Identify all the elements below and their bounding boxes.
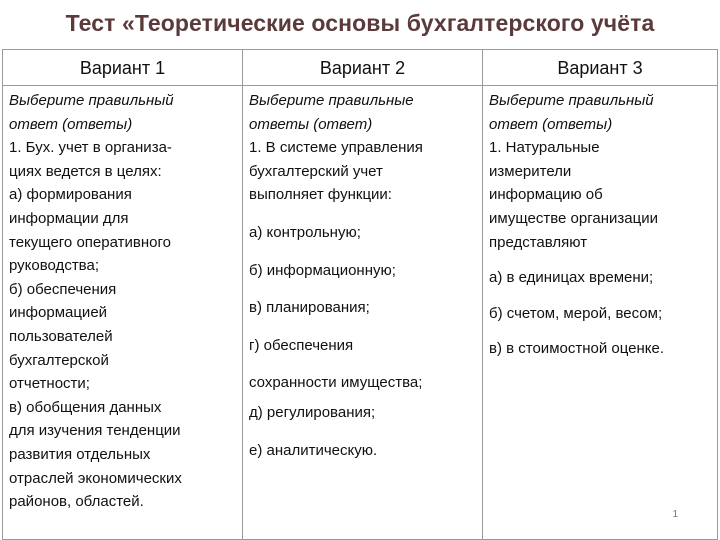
option-line: для изучения тенденции	[9, 422, 181, 440]
instruction-line: Выберите правильный	[489, 92, 654, 109]
option-b: б) счетом, мерой, весом;	[489, 304, 663, 322]
question-line: бухгалтерский учет	[249, 162, 383, 180]
option-c: в) в стоимостной оценке.	[489, 340, 665, 358]
option-line: в) обобщения данных	[9, 398, 162, 416]
option-line: б) обеспечения	[9, 280, 117, 298]
test-table	[2, 49, 718, 540]
instruction-line: ответы (ответ)	[249, 115, 373, 133]
option-line: отраслей экономических	[9, 469, 182, 487]
option-line: информации для	[9, 209, 129, 227]
variant-3-cell	[483, 86, 717, 539]
question-line: представляют	[489, 233, 588, 251]
page-number: 1	[672, 509, 678, 520]
instruction-line: Выберите правильные	[249, 92, 414, 109]
option-line: информацией	[9, 304, 108, 322]
column-header-variant-2: Вариант 2	[243, 50, 483, 86]
question-line: 1. В системе управления	[249, 139, 423, 157]
question-line: выполняет функции:	[249, 186, 392, 204]
question-line: информацию об	[489, 186, 603, 204]
instruction-line: ответ (ответы)	[9, 115, 133, 133]
option-b: б) информационную;	[249, 261, 396, 279]
option-line: текущего оперативного	[9, 233, 171, 251]
question-line: 1. Натуральные	[489, 139, 600, 157]
page-title: Тест «Теоретические основы бухгалтерского учёта	[65, 10, 655, 36]
option-line: руководства;	[9, 257, 99, 275]
option-d: г) обеспечения	[249, 336, 354, 354]
option-line: районов, областей.	[9, 493, 144, 511]
column-header-variant-1: Вариант 1	[3, 50, 243, 86]
question-line: измерители	[489, 162, 572, 180]
option-line: бухгалтерской	[9, 351, 109, 369]
instruction-line: Выберите правильный	[9, 92, 174, 109]
question-line: 1. Бух. учет в организа-	[9, 139, 172, 157]
question-line: циях ведется в целях:	[9, 162, 162, 180]
question-line: имуществе организации	[489, 209, 658, 227]
option-line: а) формирования	[9, 186, 132, 204]
option-a: а) в единицах времени;	[489, 269, 654, 287]
option-a: а) контрольную;	[249, 223, 361, 241]
option-d-continued: сохранности имущества;	[249, 374, 423, 392]
column-header-variant-3: Вариант 3	[483, 50, 717, 86]
option-line: пользователей	[9, 327, 113, 345]
variant-2-cell	[243, 86, 483, 539]
option-line: развития отдельных	[9, 445, 151, 463]
option-line: отчетности;	[9, 375, 90, 393]
instruction-line: ответ (ответы)	[489, 115, 613, 133]
option-e: д) регулирования;	[249, 403, 376, 421]
option-f: е) аналитическую.	[249, 441, 378, 459]
option-c: в) планирования;	[249, 299, 370, 317]
variant-1-cell	[3, 86, 243, 539]
